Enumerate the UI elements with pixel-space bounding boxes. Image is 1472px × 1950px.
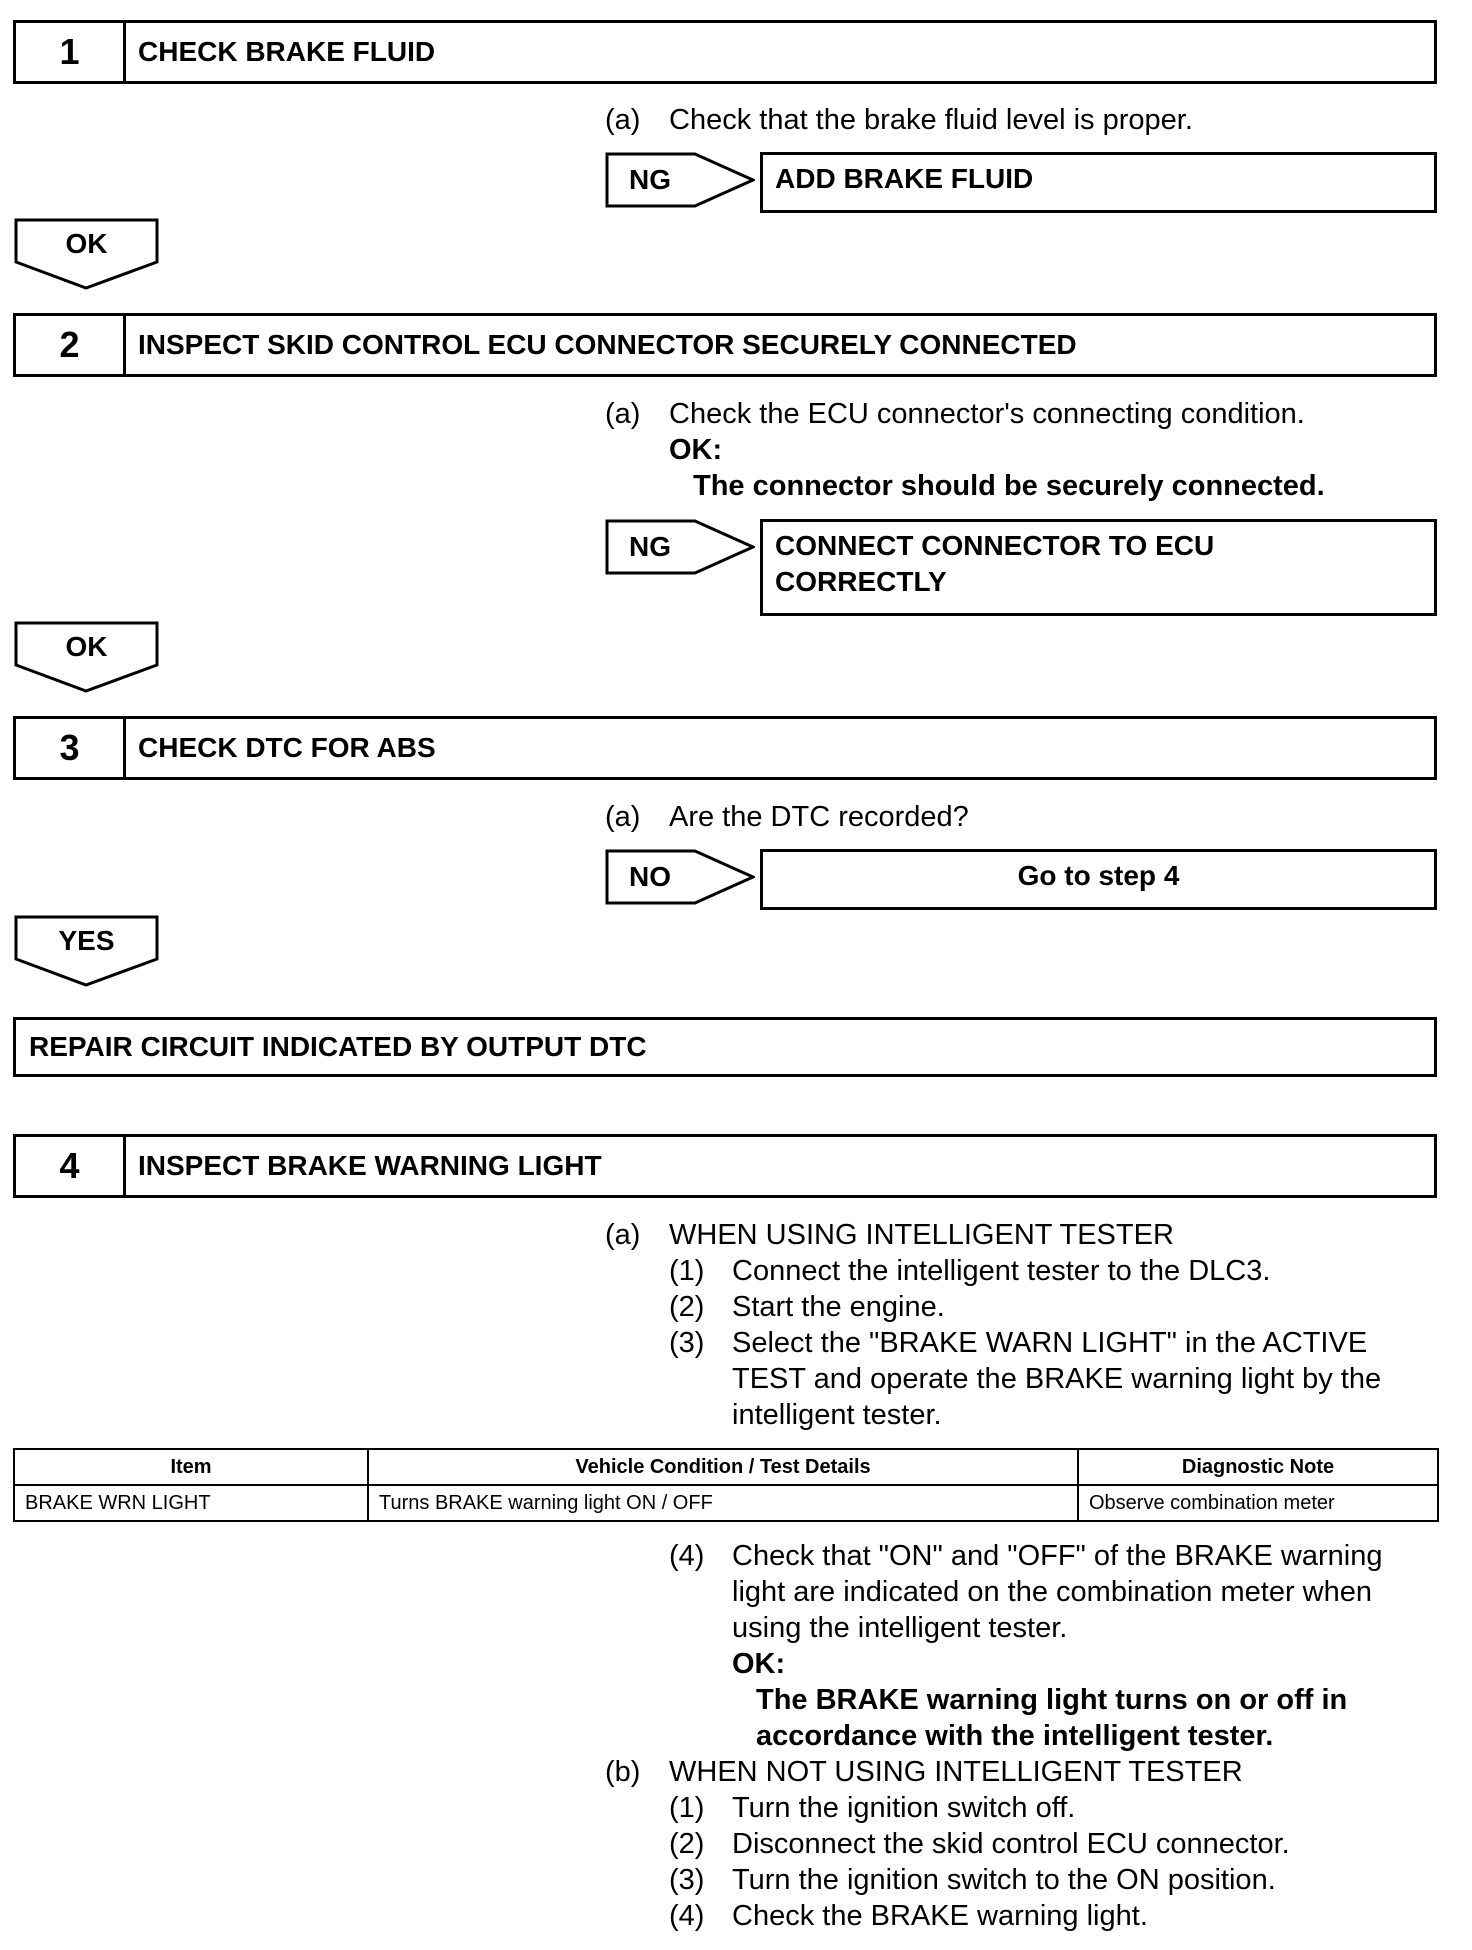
step-4-a-heading: WHEN USING INTELLIGENT TESTER [669, 1219, 1174, 1251]
step-4-a-item-1-marker: (1) [669, 1255, 705, 1287]
step-4-a-item-3-line-1: Select the "BRAKE WARN LIGHT" in the ACTIVE [732, 1327, 1368, 1359]
step-4-item-4-line-3: using the intelligent tester. [732, 1612, 1068, 1644]
step-number: 2 [16, 316, 126, 374]
repair-box: REPAIR CIRCUIT INDICATED BY OUTPUT DTC [13, 1017, 1437, 1077]
step-3-no-action [760, 849, 1437, 910]
step-number: 1 [16, 23, 126, 81]
table-cell: Observe combination meter [1078, 1485, 1438, 1521]
step-2-header [13, 313, 1437, 377]
step-1-ng-action [760, 152, 1437, 213]
step-4-b-item-4-text: Check the BRAKE warning light. [732, 1900, 1148, 1932]
step-4-b-item-2-marker: (2) [669, 1828, 705, 1860]
action-text-line-1: CONNECT CONNECTOR TO ECU [775, 530, 1215, 561]
step-4-b-item-1-text: Turn the ignition switch off. [732, 1792, 1076, 1824]
step-2-ok-text: The connector should be securely connected. [693, 470, 1325, 502]
step-3-a-marker: (a) [605, 801, 641, 833]
step-2-ok-label: OK: [669, 434, 723, 466]
table-header-cell: Vehicle Condition / Test Details [368, 1449, 1078, 1485]
step-number: 3 [16, 719, 126, 777]
result-label: OK [65, 631, 108, 662]
step-4-b-item-3-text: Turn the ignition switch to the ON position. [732, 1864, 1276, 1896]
step-number: 4 [16, 1137, 126, 1195]
result-label: YES [58, 925, 115, 956]
action-text-line-2: CORRECTLY [775, 566, 947, 597]
result-label: OK [65, 228, 108, 259]
step-2-a-text: Check the ECU connector's connecting condition. [669, 398, 1305, 430]
branch-label: NO [629, 861, 671, 892]
step-1-a-marker: (a) [605, 104, 641, 136]
step-1-a-text: Check that the brake fluid level is proper. [669, 104, 1193, 136]
step-4-item-4-line-2: light are indicated on the combination meter when [732, 1576, 1372, 1608]
step-2-ok-flag [14, 621, 159, 693]
step-2-ng-arrow [605, 519, 755, 579]
step-4-ok-label: OK: [732, 1648, 786, 1680]
table-header-cell: Item [14, 1449, 368, 1485]
step-4-header [13, 1134, 1437, 1198]
step-4-b-item-4-marker: (4) [669, 1900, 705, 1932]
step-4-b-item-1-marker: (1) [669, 1792, 705, 1824]
step-2-a-marker: (a) [605, 398, 641, 430]
step-3-header [13, 716, 1437, 780]
step-4-b-marker: (b) [605, 1756, 641, 1788]
step-title: CHECK BRAKE FLUID [138, 36, 436, 67]
step-1-ng-arrow [605, 152, 755, 212]
action-text: ADD BRAKE FLUID [775, 163, 1034, 194]
step-4-b-item-3-marker: (3) [669, 1864, 705, 1896]
step-4-ok-line-1: The BRAKE warning light turns on or off in [756, 1684, 1348, 1716]
step-4-a-marker: (a) [605, 1219, 641, 1251]
branch-label: NG [629, 531, 671, 562]
step-3-no-arrow [605, 849, 755, 909]
step-4-a-item-2-text: Start the engine. [732, 1291, 945, 1323]
step-4-item-4-line-1: Check that "ON" and "OFF" of the BRAKE warning [732, 1540, 1383, 1572]
step-4-ok-line-2: accordance with the intelligent tester. [756, 1720, 1274, 1752]
step-title: CHECK DTC FOR ABS [138, 732, 436, 763]
table-header-cell: Diagnostic Note [1078, 1449, 1438, 1485]
action-text: Go to step 4 [1017, 860, 1180, 891]
step-4-b-heading: WHEN NOT USING INTELLIGENT TESTER [669, 1756, 1243, 1788]
step-1-ok-flag [14, 218, 159, 290]
step-4-item-4-marker: (4) [669, 1540, 705, 1572]
table-row [14, 1485, 1438, 1521]
step-4-b-item-2-text: Disconnect the skid control ECU connector. [732, 1828, 1290, 1860]
table-cell: Turns BRAKE warning light ON / OFF [368, 1485, 1078, 1521]
table-header-row [14, 1449, 1438, 1485]
step-4-a-item-3-marker: (3) [669, 1327, 705, 1359]
step-3-yes-flag [14, 915, 159, 987]
table-cell: BRAKE WRN LIGHT [14, 1485, 368, 1521]
branch-label: NG [629, 164, 671, 195]
step-4-a-item-3-line-3: intelligent tester. [732, 1399, 942, 1431]
step-4-a-item-3-line-2: TEST and operate the BRAKE warning light by the [732, 1363, 1382, 1395]
step-4-a-item-1-text: Connect the intelligent tester to the DLC3. [732, 1255, 1271, 1287]
step-title: INSPECT SKID CONTROL ECU CONNECTOR SECURELY CONNECTED [138, 329, 1077, 360]
step-1-header [13, 20, 1437, 84]
active-test-table [13, 1448, 1439, 1522]
step-4-a-item-2-marker: (2) [669, 1291, 705, 1323]
step-3-a-text: Are the DTC recorded? [669, 801, 969, 833]
step-2-ng-action [760, 519, 1437, 616]
step-title: INSPECT BRAKE WARNING LIGHT [138, 1150, 602, 1181]
